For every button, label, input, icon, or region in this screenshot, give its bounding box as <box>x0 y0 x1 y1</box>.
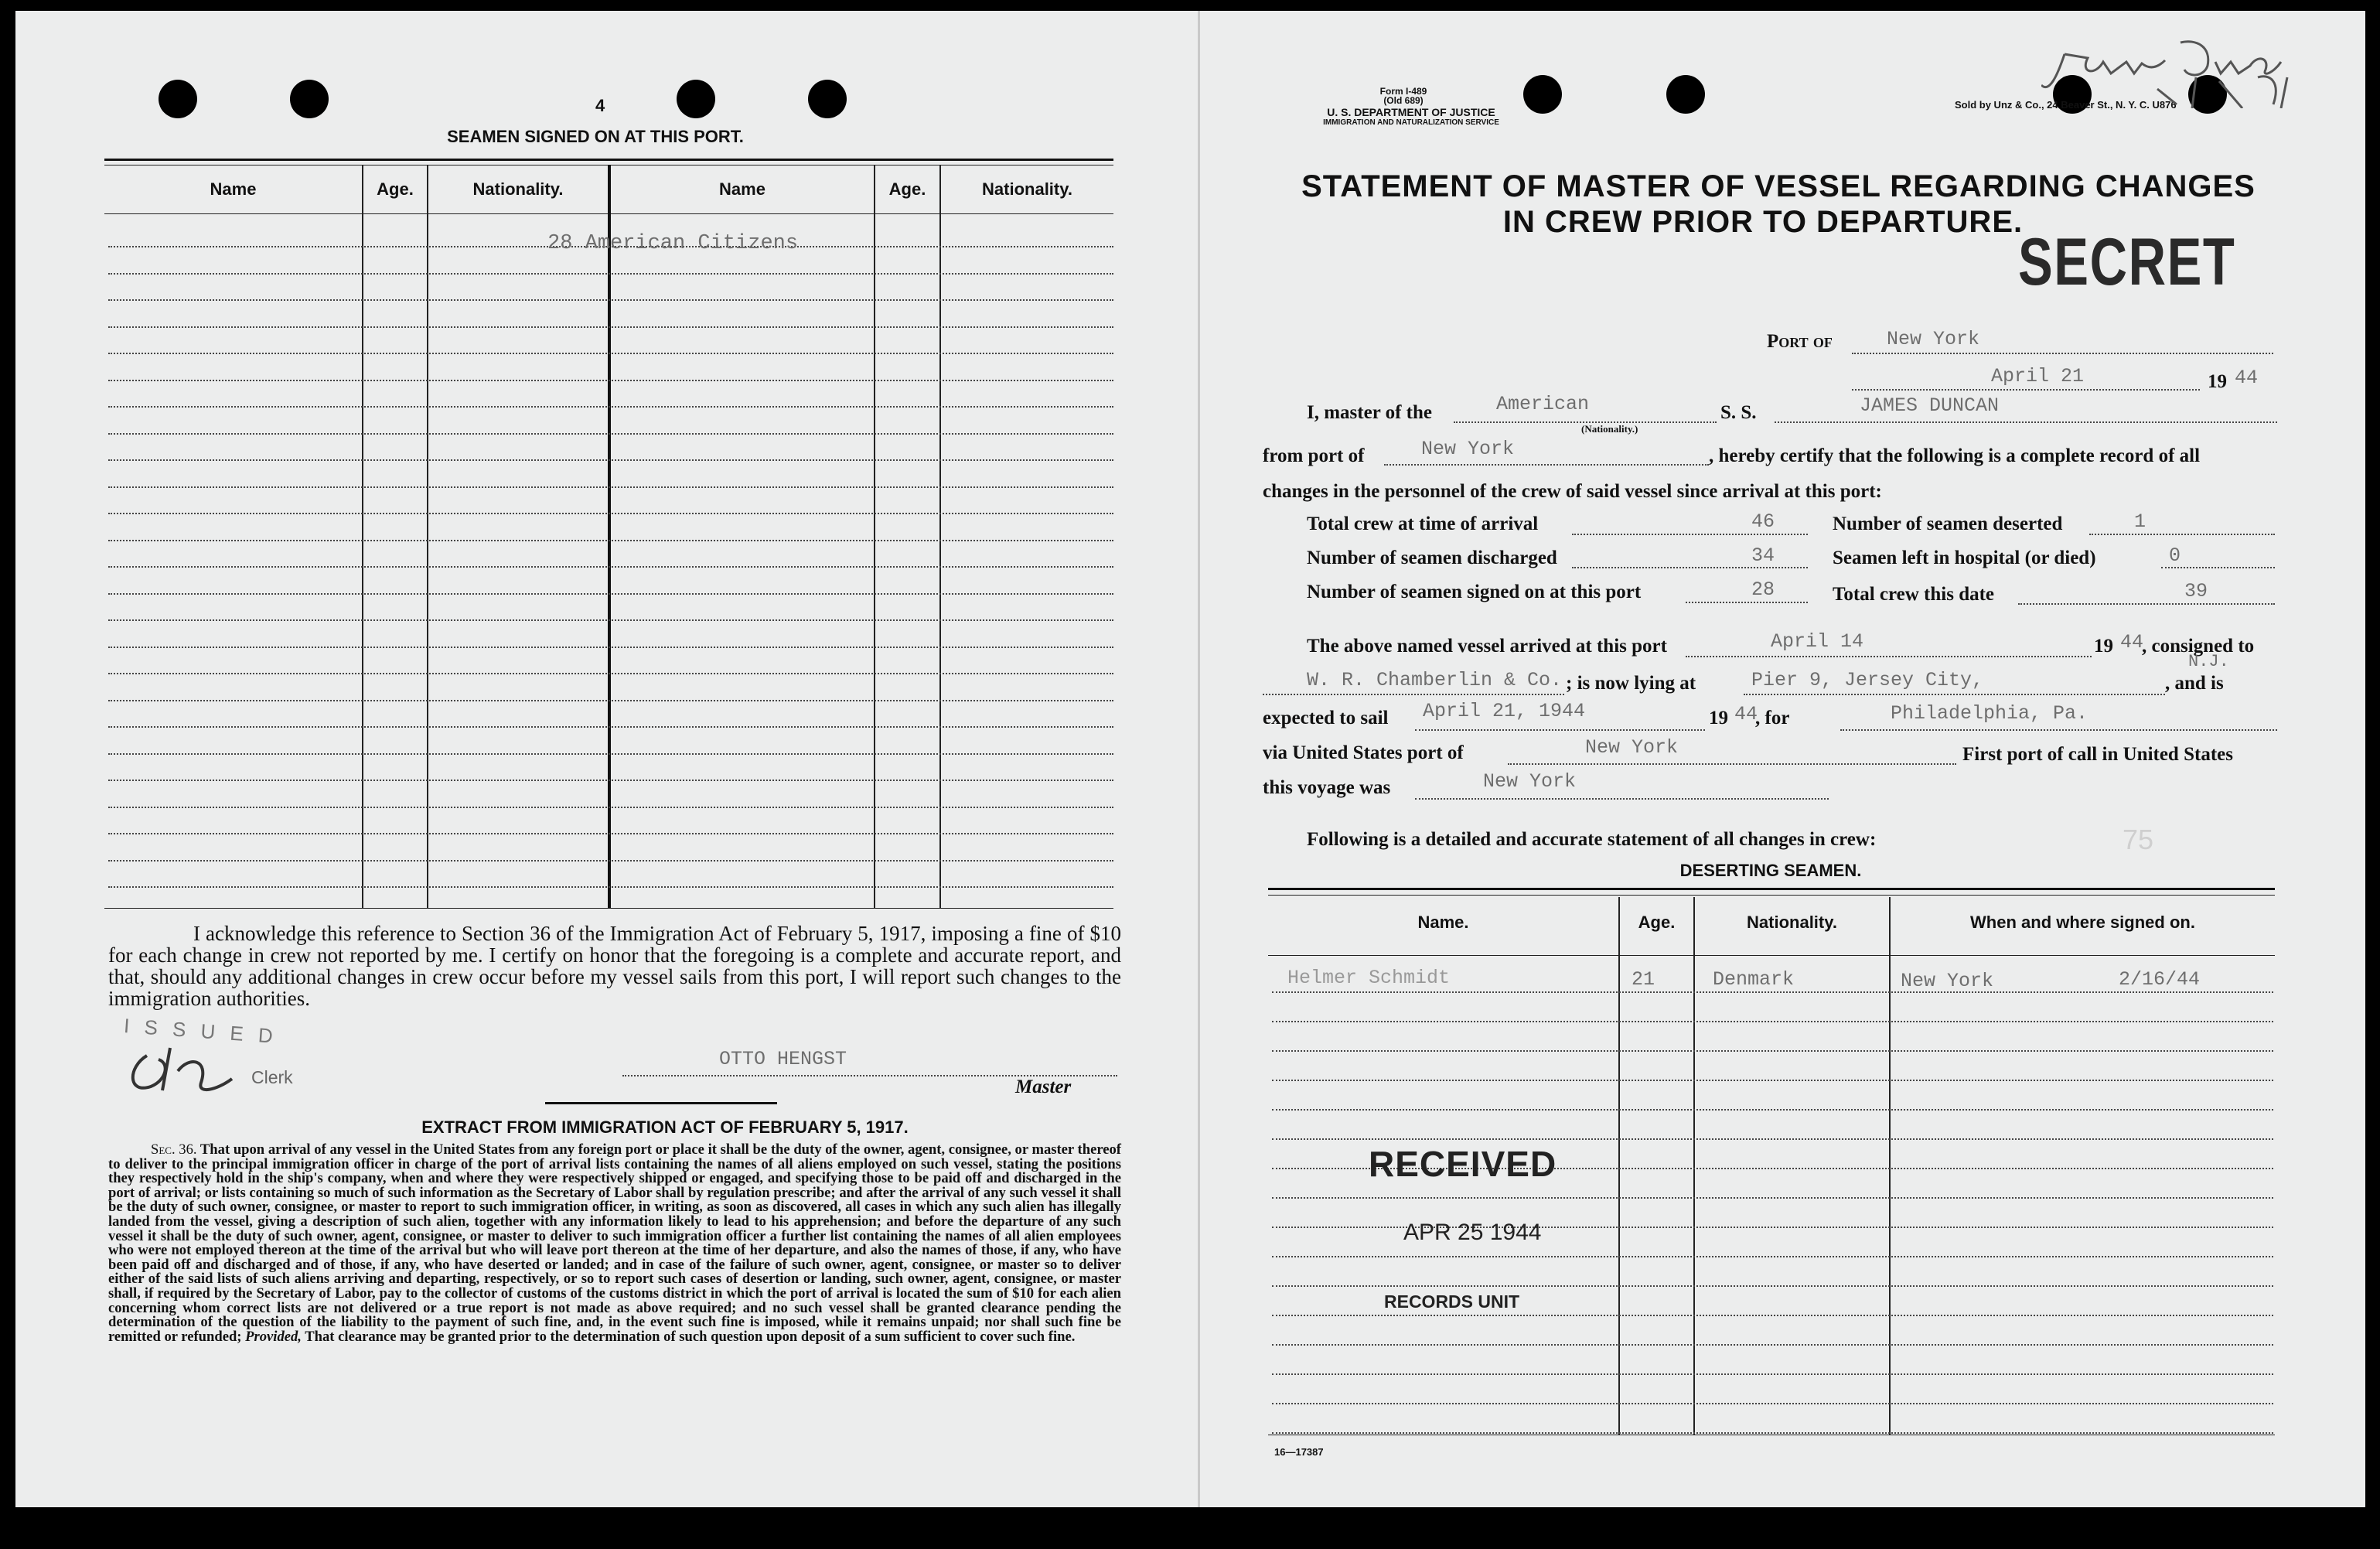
master-of-label: I, master of the <box>1307 402 1432 423</box>
stat-line <box>2161 567 2275 568</box>
form-id: Form I-489 <box>1379 86 1427 97</box>
row-rule <box>1272 1256 2273 1257</box>
row-rule <box>108 673 1113 674</box>
deserting-header-when-where: When and where signed on. <box>1970 913 2195 932</box>
row-rule <box>108 406 1113 408</box>
row-rule <box>1272 1197 2273 1199</box>
port-line <box>1852 353 2273 354</box>
deserted-value: 1 <box>2134 510 2146 533</box>
extract-rule <box>545 1102 777 1104</box>
row-rule <box>1272 1432 2273 1434</box>
deserting-title: DESERTING SEAMEN. <box>1679 861 1862 880</box>
changes-text: changes in the personnel of the crew of said vessel since arrival at this port: <box>1263 481 1882 502</box>
col-header-age-2: Age. <box>888 179 926 199</box>
col-divider <box>427 165 428 908</box>
voyage-value: New York <box>1483 770 1577 793</box>
deserted-label: Number of seamen deserted <box>1833 513 2063 534</box>
col-divider <box>939 165 941 908</box>
via-value: New York <box>1585 736 1679 759</box>
proviso-text: That clearance may be granted prior to the determination of such question upon deposit of a sum sufficient to cover such fine. <box>305 1328 1076 1345</box>
title-line-1: STATEMENT OF MASTER OF VESSEL REGARDING CHANGES <box>1301 169 2256 203</box>
row-rule <box>108 326 1113 328</box>
punch-hole <box>1666 75 1705 114</box>
handwriting-text <box>2188 40 2343 60</box>
clerk-initials-signature <box>124 1040 247 1102</box>
signed-on-entry: 28 American Citizens <box>547 232 799 255</box>
and-is-text: , and is <box>2165 673 2224 694</box>
row-rule <box>1272 1109 2273 1111</box>
agency-block <box>1284 107 1539 128</box>
row-rule <box>108 700 1113 701</box>
row-rule <box>108 459 1113 461</box>
via-line <box>1508 763 1956 765</box>
deserting-col-divider <box>1693 897 1695 1435</box>
deserter-when: 2/16/44 <box>2119 968 2201 991</box>
ss-label: S. S. <box>1720 402 1757 423</box>
row-rule <box>1272 1021 2273 1022</box>
ship-name: JAMES DUNCAN <box>1860 394 2000 417</box>
form-number: 16—17387 <box>1274 1446 1324 1458</box>
expected-line <box>1415 729 1705 731</box>
col-header-age: Age. <box>377 179 414 199</box>
ship-name-line <box>1775 421 2277 423</box>
row-rule <box>108 540 1113 541</box>
nationality-value: American <box>1496 393 1590 415</box>
nj-value: N.J. <box>2188 652 2229 671</box>
row-rule <box>108 647 1113 648</box>
table-bottom-rule <box>104 908 1113 909</box>
vendor-line: Sold by Unz & Co., 24 Beaver St., N. Y. C. U876 <box>1955 99 2177 111</box>
total-crew-date-value: 39 <box>2184 580 2208 602</box>
row-rule <box>1272 1080 2273 1081</box>
punch-hole <box>677 80 715 118</box>
expected-label: expected to sail <box>1263 708 1389 728</box>
col-header-name: Name <box>210 179 257 199</box>
col-divider-center <box>608 165 611 908</box>
for-value: Philadelphia, Pa. <box>1891 702 2088 725</box>
discharged-value: 34 <box>1751 544 1775 567</box>
faint-mark: 75 <box>2123 824 2154 855</box>
row-rule <box>108 833 1113 834</box>
arrived-value: April 14 <box>1771 630 1864 653</box>
punch-hole <box>290 80 329 118</box>
page-number: 4 <box>595 96 605 115</box>
total-crew-date-label: Total crew this date <box>1833 584 1995 605</box>
total-crew-arrival-value: 46 <box>1751 510 1775 533</box>
row-rule <box>108 433 1113 435</box>
issued-stamp: I S S U E D <box>123 1014 278 1048</box>
from-port-label: from port of <box>1263 445 1365 466</box>
master-name: OTTO HENGST <box>719 1048 847 1070</box>
port-label: Port of <box>1767 331 1833 352</box>
col-header-name-2: Name <box>719 179 765 199</box>
agency-name: U. S. DEPARTMENT OF JUSTICE <box>1327 106 1495 118</box>
row-rule <box>108 619 1113 621</box>
row-rule <box>108 273 1113 275</box>
col-header-nationality: Nationality. <box>472 179 564 199</box>
date-line <box>1852 389 2200 391</box>
form-id-block <box>1372 87 1434 105</box>
col-divider <box>362 165 363 908</box>
via-label: via United States port of <box>1263 742 1464 763</box>
arrived-line <box>1686 656 2092 657</box>
stat-line <box>1572 534 1808 535</box>
total-crew-arrival-label: Total crew at time of arrival <box>1307 513 1539 534</box>
discharged-label: Number of seamen discharged <box>1307 548 1557 568</box>
first-port-label: First port of call in United States <box>1962 744 2233 765</box>
row-rule <box>108 726 1113 728</box>
row-rule <box>108 593 1113 595</box>
row-rule <box>108 780 1113 781</box>
stat-line <box>1686 602 1808 603</box>
row-rule <box>1272 1050 2273 1052</box>
punch-hole <box>159 80 197 118</box>
col-divider <box>874 165 875 908</box>
row-rule <box>108 753 1113 755</box>
master-label: Master <box>1015 1076 1072 1097</box>
voyage-line <box>1415 798 1829 800</box>
lying-value: Pier 9, Jersey City, <box>1751 669 1984 691</box>
deserter-nationality: Denmark <box>1713 968 1795 991</box>
row-rule <box>1272 1344 2273 1346</box>
row-rule <box>1272 1373 2273 1375</box>
sec-label: Sec. 36. <box>151 1141 197 1158</box>
hospital-value: 0 <box>2169 544 2181 567</box>
secret-stamp: SECRET <box>2018 225 2236 299</box>
arrived-year-prefix: 19 <box>2094 636 2113 657</box>
row-rule <box>108 486 1113 488</box>
row-rule <box>108 807 1113 808</box>
punch-hole <box>808 80 847 118</box>
lying-label: ; is now lying at <box>1566 673 1696 694</box>
voyage-label: this voyage was <box>1263 777 1391 798</box>
arrived-label: The above named vessel arrived at this port <box>1307 636 1667 657</box>
hospital-label: Seamen left in hospital (or died) <box>1833 548 2096 568</box>
row-rule <box>108 353 1113 354</box>
col-header-nationality-2: Nationality. <box>982 179 1072 199</box>
extract-title: EXTRACT FROM IMMIGRATION ACT OF FEBRUARY 5, 1917. <box>421 1117 909 1137</box>
deserting-table-top <box>1268 888 2275 890</box>
deserter-age: 21 <box>1632 968 1655 991</box>
received-stamp-unit: RECORDS UNIT <box>1384 1291 1520 1312</box>
proviso-label: Provided, <box>245 1328 302 1345</box>
signed-on-label: Number of seamen signed on at this port <box>1307 582 1642 602</box>
deserting-header-nationality: Nationality. <box>1747 913 1837 932</box>
port-value: New York <box>1887 328 1980 350</box>
row-rule <box>108 513 1113 514</box>
stat-line <box>2018 603 2275 605</box>
deserting-header-name: Name. <box>1417 913 1469 932</box>
title-line-2: IN CREW PRIOR TO DEPARTURE. <box>1502 205 2024 239</box>
for-label: , for <box>1755 708 1790 728</box>
page-gutter <box>1198 11 1200 1507</box>
consigned-label: , consigned to <box>2142 636 2255 657</box>
row-rule <box>1272 1285 2273 1287</box>
deserter-name: Helmer Schmidt <box>1287 967 1451 989</box>
extract-body <box>108 1143 1121 1344</box>
nationality-caption: (Nationality.) <box>1581 423 1638 435</box>
deserting-header-age: Age. <box>1638 913 1676 932</box>
expected-year-prefix: 19 <box>1709 708 1728 728</box>
row-rule <box>1272 991 2273 993</box>
acknowledgement-text: I acknowledge this reference to Section 36 of the Immigration Act of February 5, 1917, imposing a fine of $10 for each change in crew not reported by me. I certify on honor that the foregoing is a complete and accurate report, and that, should any additional changes in crew occur before my vessel sails from this port, I will report such changes to the immigration authorities. <box>108 922 1121 1010</box>
received-stamp-date: APR 25 1944 <box>1403 1220 1542 1245</box>
row-rule <box>108 566 1113 568</box>
year-prefix: 19 <box>2208 371 2227 392</box>
clerk-label: Clerk <box>251 1067 293 1087</box>
deserting-col-divider <box>1618 897 1620 1435</box>
stat-line <box>2089 534 2275 535</box>
received-stamp-title: RECEIVED <box>1369 1144 1557 1184</box>
section-title: SEAMEN SIGNED ON AT THIS PORT. <box>447 127 744 146</box>
extract-text: That upon arrival of any vessel in the United States from any foreign port or place it shall be the duty of the owner, agent, consignee, or master thereof to deliver to the principal immigration officer in charge of the port of arrival lists containing the names of all aliens employed on such vessel, stating the positions they respectively hold in the ship's company, when and where they were respectively shipped or engaged, and specifying those to be paid off and discharged in the port of arrival; or lists containing so much of such information as the Secretary of Labor shall by regulation prescribe; and after the arrival of any such vessel it shall be the duty of such owner, consignee, or master to report to such immigration officer, in writing, as soon as discovered, all cases in which any such alien has illegally landed from the vessel, giving a description of such alien, together with any information likely to lead to his apprehension; and before the departure of any such vessel it shall be the duty of such owner, agent, consignee, or master to deliver to such immigration officer a further list containing the names of all alien employees who were not employed thereon at the time of the arrival but who will leave port thereon at the time of her departure, and also the names of those, if any, who have been paid off and discharged and of those, if any, who have deserted or landed; and in case of the failure of such owner, agent, consignee, or master so to deliver either of the said lists of such aliens arriving and departing, respectively, or so to report such cases of desertion or landing, such owner, agent, consignee, or master shall, if required by the Secretary of Labor, pay to the collector of customs of the customs district in which the port of arrival is located the sum of $10 for each alien concerning whom correct lists are not delivered or a true report is not made as above required; and no such vessel shall be granted clearance pending the determination of the question of the liability to the payment of such fine, and, in the event such fine is imposed, while it remains unpaid; nor shall such fine be remitted or refunded; <box>108 1141 1121 1345</box>
row-rule <box>1272 1138 2273 1140</box>
year-value: 44 <box>2235 367 2259 389</box>
from-port-value: New York <box>1421 438 1515 460</box>
deserting-col-divider <box>1889 897 1891 1435</box>
deserter-where: New York <box>1901 970 1994 992</box>
consignee-line <box>1263 694 1564 695</box>
row-rule <box>1272 1315 2273 1316</box>
row-rule <box>108 380 1113 381</box>
form-old: (Old 689) <box>1383 95 1424 106</box>
for-line <box>1840 729 2277 731</box>
expected-year: 44 <box>1734 703 1758 725</box>
deserting-table-top-2 <box>1268 895 2275 896</box>
service-name: IMMIGRATION AND NATURALIZATION SERVICE <box>1323 118 1499 127</box>
expected-value: April 21, 1944 <box>1423 700 1586 722</box>
following-text: Following is a detailed and accurate statement of all changes in crew: <box>1307 829 1877 850</box>
from-port-line <box>1384 464 1709 466</box>
signed-on-value: 28 <box>1751 578 1775 601</box>
table-top-rule <box>104 159 1113 161</box>
row-rule <box>108 299 1113 301</box>
row-rule <box>108 886 1113 888</box>
deserting-header-rule <box>1268 955 2275 956</box>
row-rule <box>108 860 1113 862</box>
certify-text: , hereby certify that the following is a complete record of all <box>1709 445 2201 466</box>
row-rule <box>1272 1403 2273 1404</box>
consignee-value: W. R. Chamberlin & Co. <box>1307 669 1563 691</box>
arrived-year: 44 <box>2120 631 2144 653</box>
stat-line <box>1572 567 1808 568</box>
date-value: April 21 <box>1991 365 2085 387</box>
lying-line <box>1744 694 2165 695</box>
